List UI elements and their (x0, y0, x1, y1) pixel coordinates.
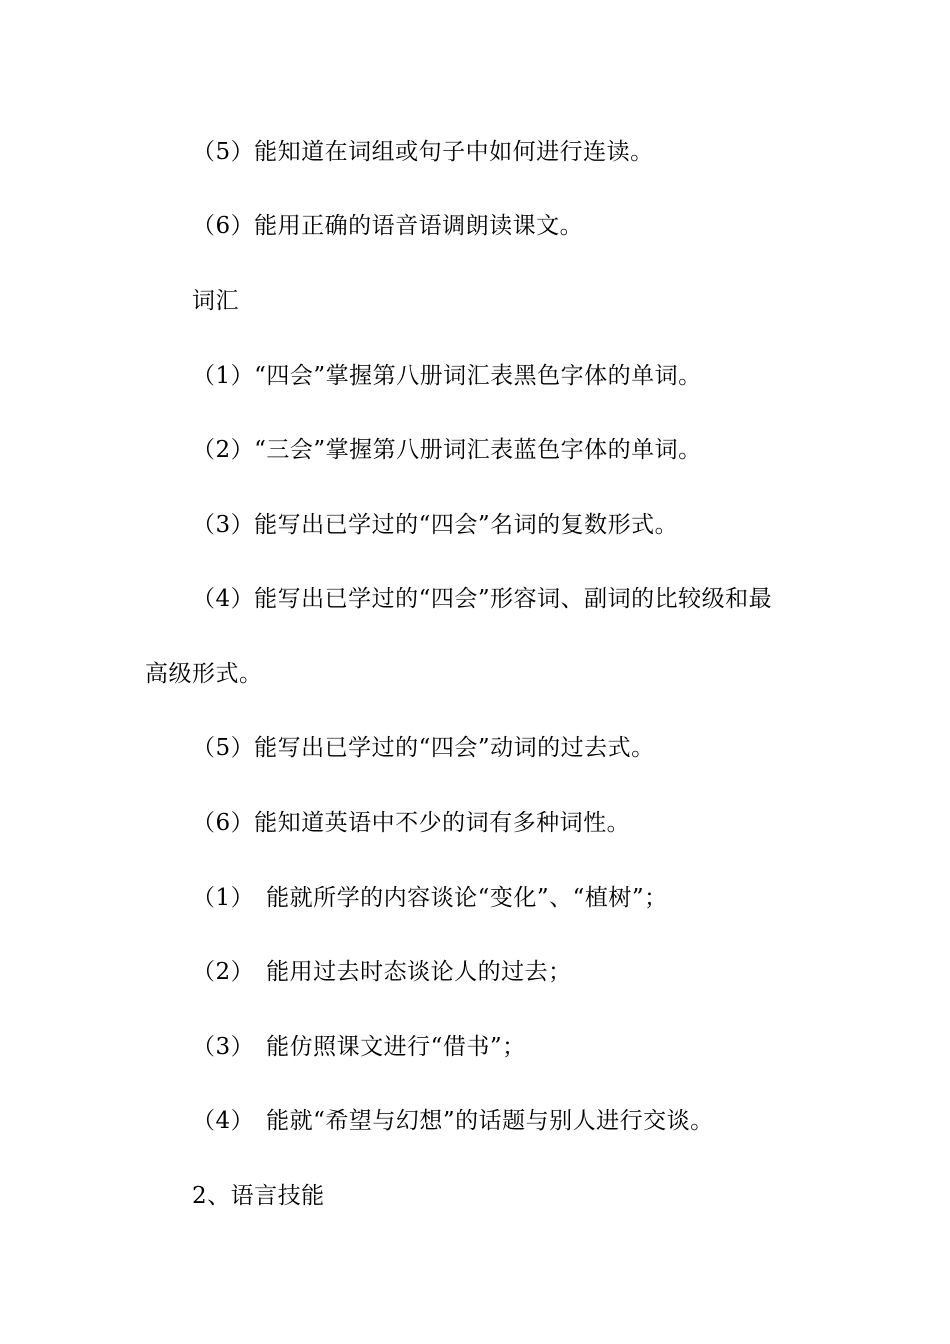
paragraph-reading-aloud: （6）能用正确的语音语调朗读课文。 (192, 213, 584, 239)
paragraph-four-skills-words: （1）“四会”掌握第八册词汇表黑色字体的单词。 (192, 363, 702, 389)
paragraph-talk-past: （2） 能用过去时态谈论人的过去； (192, 959, 572, 985)
paragraph-three-skills-words: （2）“三会”掌握第八册词汇表蓝色字体的单词。 (192, 437, 702, 463)
paragraph-parts-of-speech: （6）能知道英语中不少的词有多种词性。 (192, 810, 631, 836)
paragraph-hopes-dreams: （4） 能就“希望与幻想”的话题与别人进行交谈。 (192, 1108, 714, 1134)
paragraph-linking-reading: （5）能知道在词组或句子中如何进行连读。 (192, 139, 654, 165)
paragraph-plural-forms: （3）能写出已学过的“四会”名词的复数形式。 (192, 512, 679, 538)
paragraph-comparatives: （4）能写出已学过的“四会”形容词、副词的比较级和最 (192, 586, 773, 612)
section-heading-language-skills: 2、语言技能 (192, 1183, 325, 1209)
paragraph-past-tense-verbs: （5）能写出已学过的“四会”动词的过去式。 (192, 735, 655, 761)
paragraph-talk-changes: （1） 能就所学的内容谈论“变化”、“植树”； (192, 885, 668, 911)
paragraph-comparatives-continued: 高级形式。 (145, 661, 263, 687)
section-heading-vocabulary: 词汇 (192, 288, 239, 314)
paragraph-borrow-books: （3） 能仿照课文进行“借书”； (192, 1034, 526, 1060)
